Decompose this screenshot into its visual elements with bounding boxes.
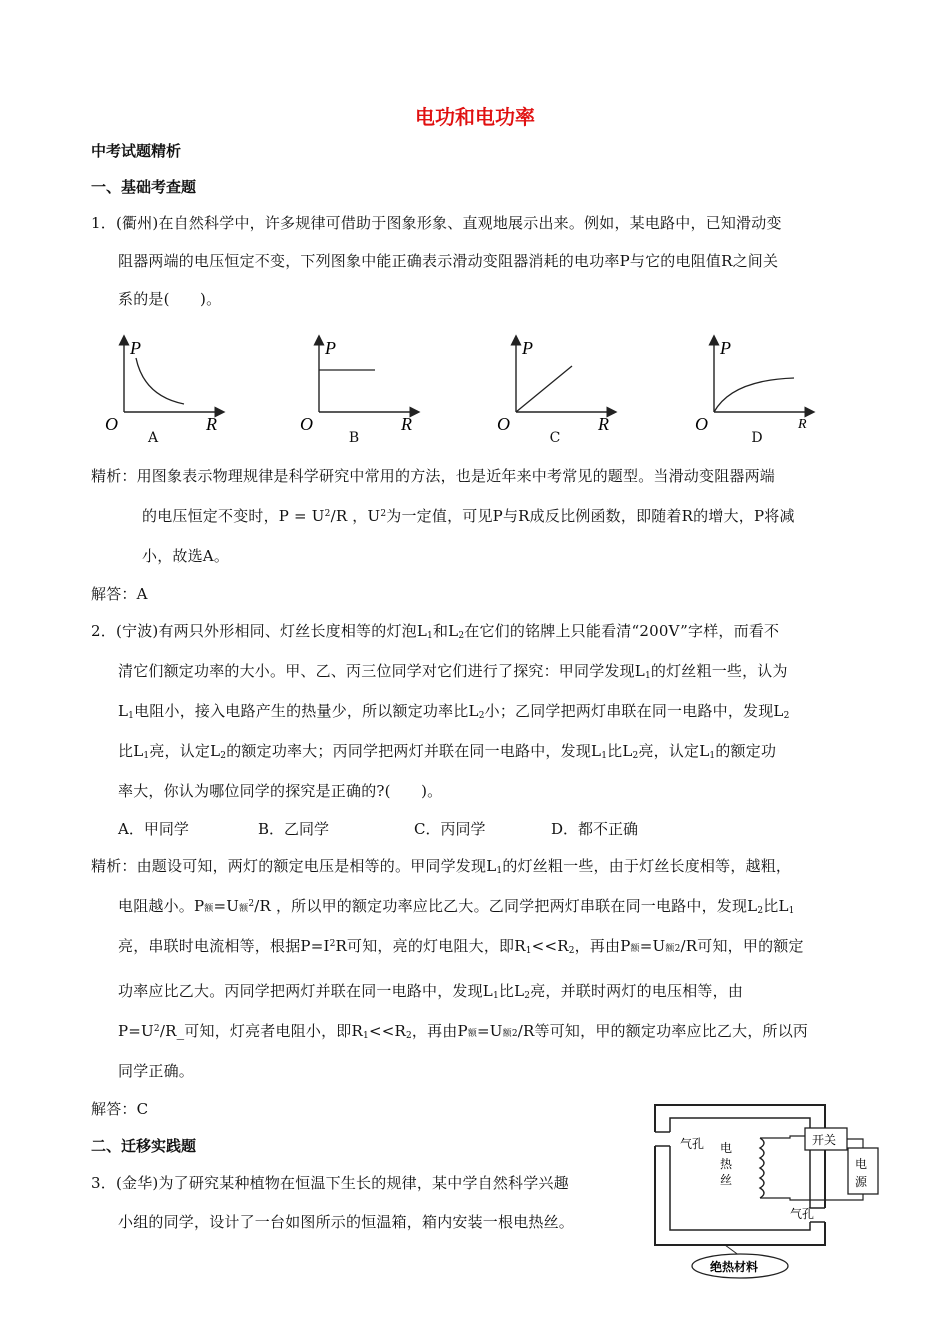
part1-heading: 一、基础考查题: [91, 178, 197, 196]
part2-heading: 二、迁移实践题: [91, 1137, 197, 1155]
q2-analysis-line4: 功率应比乙大。丙同学把两灯并联在同一电路中，发现$L_1$比$L_2$亮，并联时两灯的电压相等，由: [118, 982, 744, 1001]
q2-analysis-line2: 电阻越小。P额=U额$^2$/R ，所以甲的额定功率应比乙大。乙同学把两灯串联在同一电路中，发现$L_2$比$L_1$: [118, 897, 795, 916]
graph-b-origin: O: [300, 414, 313, 434]
graph-a: [102, 330, 232, 435]
switch-label: 开关: [812, 1133, 837, 1147]
q1-answer: 解答：A: [91, 585, 148, 603]
q2-option-c: C．丙同学: [414, 820, 486, 838]
graph-b-y-label: P: [325, 338, 336, 358]
q3-line2: 小组的同学，设计了一台如图所示的恒温箱，箱内安装一根电热丝。: [118, 1213, 575, 1231]
q1-line1: 1．(衢州)在自然科学中，许多规律可借助于图象形象、直观地展示出来。例如，某电路中，已知滑动变: [91, 214, 782, 232]
vent-top-label: 气孔: [680, 1137, 705, 1151]
q2-analysis-line3: 亮，串联时电流相等，根据$P=I^2R$可知，亮的灯电阻大，即$R_1<<R_2$，再由P额=U额2/R可知，甲的额定: [118, 937, 804, 956]
graph-c-label: C: [549, 430, 561, 446]
graph-b: [297, 330, 427, 435]
graph-c-origin: O: [497, 414, 510, 434]
q1-line2: 阻器两端的电压恒定不变，下列图象中能正确表示滑动变阻器消耗的电功率P与它的电阻值R之间关: [118, 252, 779, 270]
power-label-1: 电: [855, 1157, 868, 1171]
heater-label-3: 丝: [720, 1173, 733, 1187]
power-label-2: 源: [855, 1175, 868, 1189]
q2-option-b: B．乙同学: [258, 820, 330, 838]
graph-a-origin: O: [105, 414, 118, 434]
q3-line1: 3．(金华)为了研究某种植物在恒温下生长的规律，某中学自然科学兴趣: [91, 1174, 569, 1192]
graph-a-y-label: P: [130, 338, 141, 358]
insulation-label: 绝热材料: [710, 1260, 759, 1274]
heater-label-1: 电: [720, 1141, 733, 1155]
graph-a-x-label: R: [206, 414, 217, 434]
q1-analysis-line1: 精析：用图象表示物理规律是科学研究中常用的方法，也是近年来中考常见的题型。当滑动变阻器两端: [91, 467, 776, 485]
page-title: 电功和电功率: [415, 105, 535, 129]
incubator-diagram: [640, 1100, 890, 1280]
graph-b-label: B: [348, 430, 360, 446]
q2-line1: 2．(宁波)有两只外形相同、灯丝长度相等的灯泡$L_1$和$L_2$在它们的铭牌上只能看清“200V”字样，而看不: [91, 622, 780, 641]
q2-line3: $L_1$电阻小，接入电路产生的热量少，所以额定功率比$L_2$小；乙同学把两灯串联在同一电路中，发现$L_2$: [118, 702, 790, 721]
q2-line2: 清它们额定功率的大小。甲、乙、丙三位同学对它们进行了探究：甲同学发现$L_1$的灯丝粗一些，认为: [118, 662, 788, 681]
q2-analysis-line5: $P=U^2/R\_$可知，灯亮者电阻小，即$R_1<<R_2$，再由P额=U额2/R等可知，甲的额定功率应比乙大，所以丙: [118, 1022, 809, 1041]
graph-d: [692, 330, 822, 435]
q2-answer: 解答：C: [91, 1100, 149, 1118]
q2-analysis-line6: 同学正确。: [118, 1062, 195, 1080]
section-heading: 中考试题精析: [91, 142, 182, 160]
graph-d-label: D: [751, 430, 763, 446]
q1-analysis-line3: 小，故选A。: [142, 547, 230, 565]
graph-c-x-label: R: [598, 414, 609, 434]
graph-b-x-label: R: [401, 414, 412, 434]
q1-analysis-line2: 的电压恒定不变时，$P = U^2/R$ ，$U^2$为一定值，可见P与R成反比例函数，即随着R的增大，P将减: [142, 507, 795, 525]
graph-c-y-label: P: [522, 338, 533, 358]
graph-a-label: A: [147, 430, 159, 446]
graph-d-x-label: R: [798, 417, 807, 432]
q2-option-a: A．甲同学: [118, 820, 189, 838]
q1-line3: 系的是( )。: [118, 290, 222, 308]
q2-option-d: D．都不正确: [551, 820, 639, 838]
graph-d-y-label: P: [720, 338, 731, 358]
q2-analysis-line1: 精析：由题设可知，两灯的额定电压是相等的。甲同学发现$L_1$的灯丝粗一些，由于灯丝长度相等，越粗，: [91, 857, 792, 876]
vent-bottom-label: 气孔: [790, 1207, 815, 1221]
graph-d-origin: O: [695, 414, 708, 434]
graph-c: [494, 330, 624, 435]
heater-label-2: 热: [720, 1157, 733, 1171]
q2-line5: 率大，你认为哪位同学的探究是正确的?( )。: [118, 782, 443, 800]
q2-line4: 比$L_1$亮，认定$L_2$的额定功率大；丙同学把两灯并联在同一电路中，发现$L_1$比$L_2$亮，认定$L_1$的额定功: [118, 742, 777, 761]
